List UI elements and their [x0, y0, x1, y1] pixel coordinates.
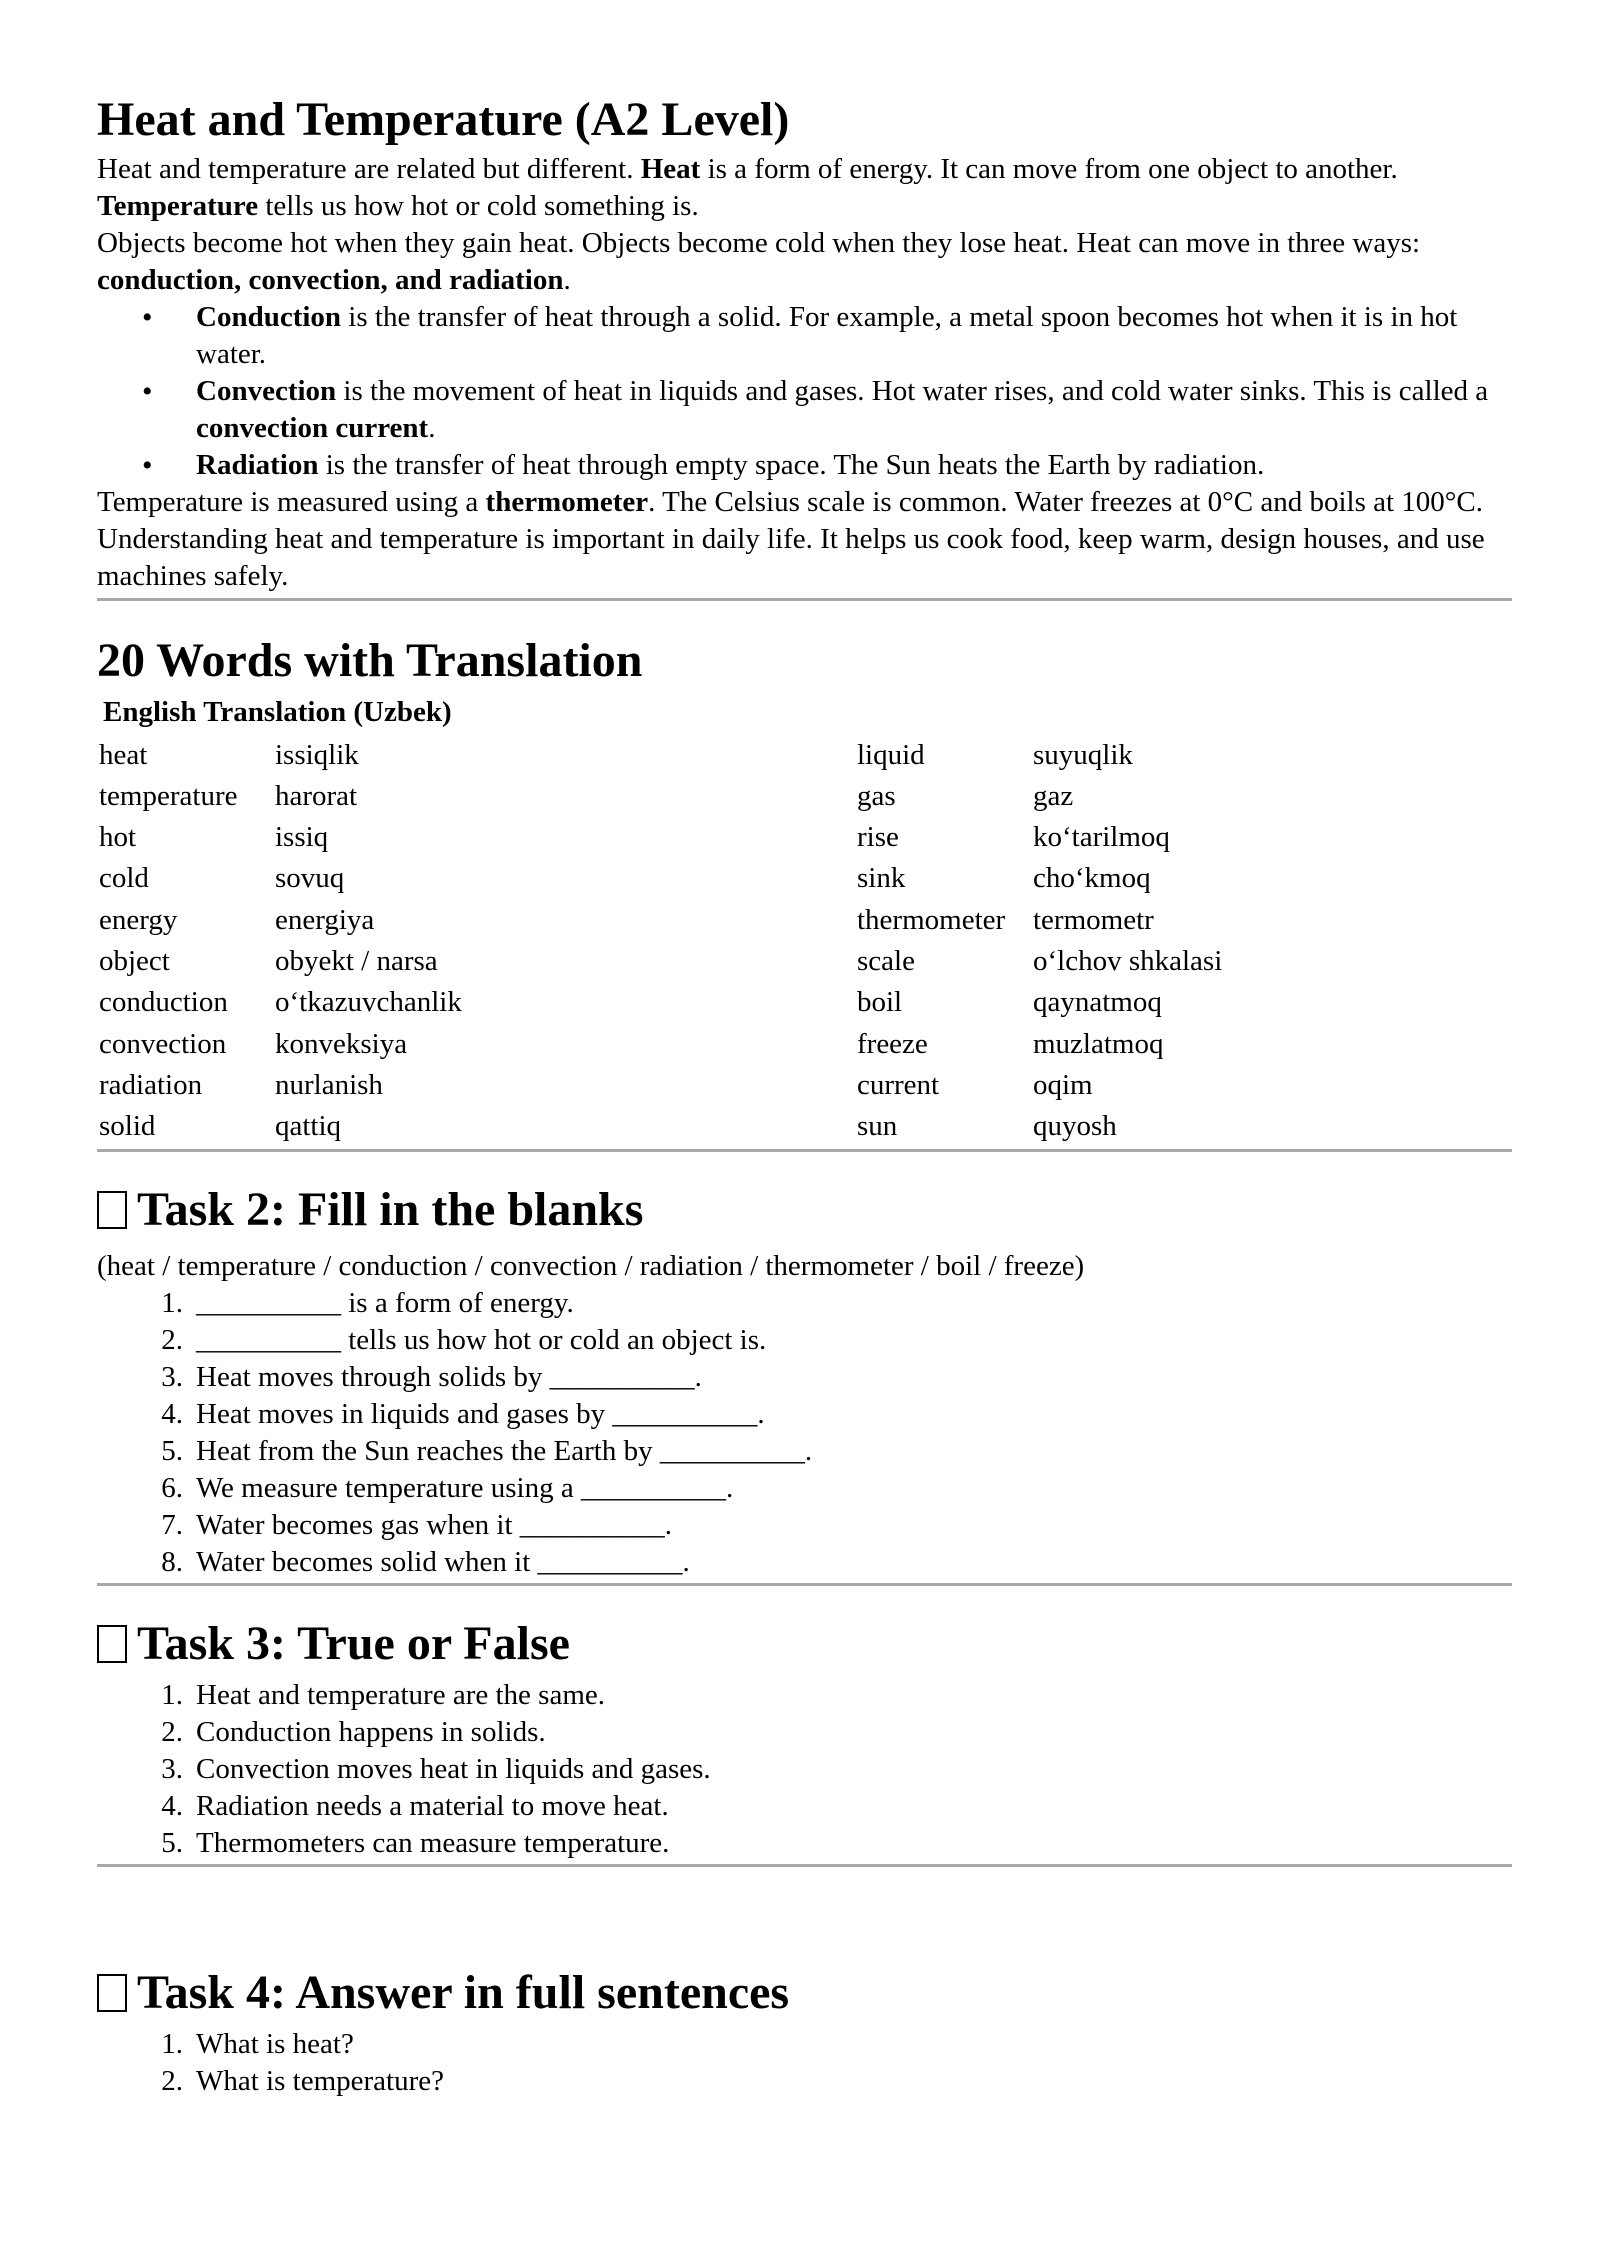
- list-item: 2. Conduction happens in solids.: [161, 1715, 546, 1748]
- list-item: 1. __________ is a form of energy.: [161, 1286, 574, 1319]
- task4-section: [97, 1965, 1512, 2100]
- vocab-row: [97, 1023, 1433, 1064]
- section-divider: [97, 598, 1512, 601]
- uzbek-translation: termometr: [1033, 903, 1154, 936]
- vocab-row: [97, 1106, 1433, 1147]
- page-title: Heat and Temperature (A2 Level): [97, 93, 790, 146]
- intro-section: [97, 92, 1512, 601]
- checkbox-icon: [97, 1974, 127, 2012]
- english-word: freeze: [857, 1027, 928, 1060]
- uzbek-translation: cho‘kmoq: [1033, 862, 1151, 895]
- vocab-row: [97, 1065, 1433, 1106]
- uzbek-translation: nurlanish: [275, 1068, 383, 1101]
- vocab-row: [97, 941, 1433, 982]
- english-word: sink: [857, 862, 906, 895]
- section-divider: [97, 1583, 1512, 1586]
- list-item: 5. Thermometers can measure temperature.: [161, 1826, 670, 1859]
- english-word: current: [857, 1068, 940, 1101]
- task2-section: [97, 1182, 1512, 1585]
- vocabulary-table: [97, 734, 1433, 1147]
- intro-paragraph-2: Objects become hot when they gain heat. Objects become cold when they lose heat. Heat can move in three ways: conduction, convection, and radiation.: [97, 227, 1421, 297]
- uzbek-translation: obyekt / narsa: [275, 945, 438, 977]
- task4-title: Task 4: Answer in full sentences: [97, 1965, 1512, 2020]
- uzbek-translation: gaz: [1033, 779, 1074, 812]
- uzbek-translation: issiq: [275, 821, 329, 854]
- english-word: conduction: [99, 986, 228, 1019]
- heat-transfer-list: [97, 299, 1512, 484]
- intro-paragraph-1: Heat and temperature are related but different. Heat is a form of energy. It can move from one object to another. Temperature tells us how hot or cold something is.: [97, 153, 1398, 223]
- uzbek-translation: o‘lchov shkalasi: [1033, 945, 1223, 977]
- vocabulary-section: [97, 633, 1512, 1152]
- list-item: 1. What is heat?: [161, 2027, 354, 2060]
- task4-list: [97, 2026, 1512, 2100]
- english-word: hot: [99, 821, 137, 854]
- uzbek-translation: qaynatmoq: [1033, 986, 1162, 1019]
- list-item: 6. We measure temperature using a __________.: [161, 1471, 734, 1504]
- list-item: 1. Heat and temperature are the same.: [161, 1678, 606, 1711]
- vocab-row: [97, 776, 1433, 817]
- uzbek-translation: qattiq: [275, 1110, 342, 1143]
- vocab-row: [97, 982, 1433, 1023]
- list-item: 3. Convection moves heat in liquids and gases.: [161, 1752, 711, 1785]
- english-word: liquid: [857, 738, 925, 771]
- english-word: cold: [99, 862, 149, 895]
- task3-section: [97, 1616, 1512, 1867]
- uzbek-translation: suyuqlik: [1033, 738, 1133, 771]
- list-item: 2. __________ tells us how hot or cold an object is.: [161, 1323, 767, 1356]
- section-divider: [97, 1149, 1512, 1152]
- uzbek-translation: energiya: [275, 903, 375, 936]
- intro-paragraph-4: Understanding heat and temperature is important in daily life. It helps us cook food, keep warm, design houses, and use machines safely.: [97, 523, 1485, 593]
- uzbek-translation: harorat: [275, 779, 358, 812]
- intro-paragraph-3: Temperature is measured using a thermometer. The Celsius scale is common. Water freezes at 0°C and boils at 100°C.: [97, 486, 1483, 519]
- uzbek-translation: sovuq: [275, 862, 345, 895]
- english-word: boil: [857, 986, 903, 1019]
- checkbox-icon: [97, 1191, 127, 1229]
- english-word: radiation: [99, 1068, 203, 1101]
- uzbek-translation: o‘tkazuvchanlik: [275, 986, 462, 1019]
- task2-list: [97, 1285, 1512, 1581]
- task3-list: [97, 1677, 1512, 1862]
- list-item: 3. Heat moves through solids by __________.: [161, 1360, 702, 1393]
- english-word: convection: [99, 1027, 227, 1060]
- vocabulary-title: 20 Words with Translation: [97, 634, 643, 688]
- bullet-radiation: • Radiation is the transfer of heat through empty space. The Sun heats the Earth by radiation.: [97, 447, 1512, 484]
- vocab-row: [97, 900, 1433, 941]
- uzbek-translation: muzlatmoq: [1033, 1027, 1164, 1060]
- vocab-row: [97, 817, 1433, 858]
- uzbek-translation: issiqlik: [275, 738, 359, 771]
- english-word: heat: [99, 738, 148, 771]
- uzbek-translation: oqim: [1033, 1068, 1093, 1101]
- english-word: solid: [99, 1110, 156, 1143]
- list-item: 8. Water becomes solid when it __________.: [161, 1545, 690, 1578]
- uzbek-translation: quyosh: [1033, 1110, 1117, 1143]
- list-item: 7. Water becomes gas when it __________.: [161, 1508, 673, 1541]
- uzbek-translation: ko‘tarilmoq: [1033, 821, 1170, 854]
- english-word: energy: [99, 903, 178, 936]
- english-word: thermometer: [857, 903, 1006, 936]
- vocab-row: [97, 734, 1433, 775]
- list-item: 2. What is temperature?: [161, 2064, 444, 2097]
- bullet-convection: • Convection is the movement of heat in liquids and gases. Hot water rises, and cold water sinks. This is called a convection current.: [97, 373, 1512, 447]
- english-word: rise: [857, 821, 899, 854]
- task2-word-bank: (heat / temperature / conduction / convection / radiation / thermometer / boil / freeze): [97, 1249, 1085, 1282]
- section-divider: [97, 1864, 1512, 1867]
- list-item: 4. Heat moves in liquids and gases by __________.: [161, 1397, 765, 1430]
- english-word: object: [99, 945, 170, 977]
- uzbek-translation: konveksiya: [275, 1027, 408, 1060]
- english-word: gas: [857, 779, 896, 812]
- task2-title: Task 2: Fill in the blanks: [97, 1182, 1512, 1237]
- english-word: temperature: [99, 779, 238, 812]
- vocab-row: [97, 858, 1433, 899]
- bullet-conduction: • Conduction is the transfer of heat through a solid. For example, a metal spoon becomes hot when it is in hot water.: [97, 299, 1512, 373]
- checkbox-icon: [97, 1625, 127, 1663]
- list-item: 4. Radiation needs a material to move heat.: [161, 1789, 669, 1822]
- vocabulary-header: English Translation (Uzbek): [103, 696, 452, 729]
- english-word: sun: [857, 1110, 898, 1143]
- task3-title: Task 3: True or False: [97, 1616, 1512, 1671]
- english-word: scale: [857, 945, 915, 977]
- list-item: 5. Heat from the Sun reaches the Earth by __________.: [161, 1434, 813, 1467]
